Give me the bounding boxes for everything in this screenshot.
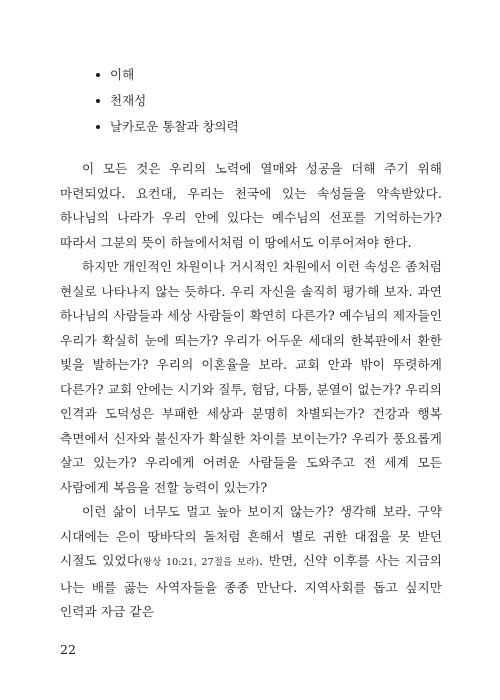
body-text: [60, 157, 442, 625]
paragraph-text: 이런 삶이 너무도 멀고 높아 보이지 않는가? 생각해 보라. 구약 시대에는 은이 땅바닥의 돌처럼 흔해서 별로 귀한 대접을 못 받던 시절도 있었다: [60, 504, 442, 568]
paragraph: 이 모든 것은 우리의 노력에 열매와 성공을 더해 주기 위해 마련되었다. 요컨대, 우리는 천국에 있는 속성들을 약속받았다. 하나님의 나라가 우리 안에 있다는 예수님의 선포를 기억하는가? 따라서 그분의 뜻이 하늘에서처럼 이 땅에서도 이루어져야 한다.: [60, 161, 442, 250]
bullet-item: [96, 114, 239, 140]
bullet-list: [96, 62, 239, 140]
bullet-dot-icon: [96, 99, 100, 103]
paragraph-text: . 반면, 신약 이후를 사는 지금의 나는 배를 곯는 사역자들을 종종 만난다. 지역사회를 돕고 싶지만 인력과 자금 같은: [60, 553, 442, 619]
bullet-item: [96, 62, 239, 88]
bullet-dot-icon: [96, 125, 100, 129]
bullet-text: 천재성: [110, 93, 147, 108]
bullet-dot-icon: [96, 73, 100, 77]
bullet-text: 이해: [110, 67, 135, 82]
bullet-text: 날카로운 통찰과 창의력: [110, 119, 239, 134]
bullet-item: [96, 88, 239, 114]
paragraph: 하지만 개인적인 차원이나 거시적인 차원에서 이런 속성은 좀처럼 현실로 나타나지 않는 듯하다. 우리 자신을 솔직히 평가해 보자. 과연 하나님의 사람들과 세상 사람들이 확연히 다른가? 예수님의 제자들인 우리가 확실히 눈에 띄는가? 우리가 어두운 세대의 한복판에서 환한 빛을 발하는가? 우리의 이혼율을 보라. 교회 안과 밖이 뚜렷하게 다른가? 교회 안에는 시기와 질투, 험담, 다툼, 분열이 없는가? 우리의 인격과 도덕성은 부패한 세상과 분명히 차별되는가? 건강과 행복 측면에서 신자와 불신자가 확실한 차이를 보이는가? 우리가 풍요롭게 살고 있는가? 우리에게 어려운 사람들을 도와주고 전 세계 모든 사람에게 복음을 전할 능력이 있는가?: [60, 259, 442, 495]
scripture-reference: (왕상 10:21, 27절을 보라): [139, 557, 260, 568]
page-number: 22: [60, 642, 76, 657]
paragraph: [60, 500, 442, 625]
